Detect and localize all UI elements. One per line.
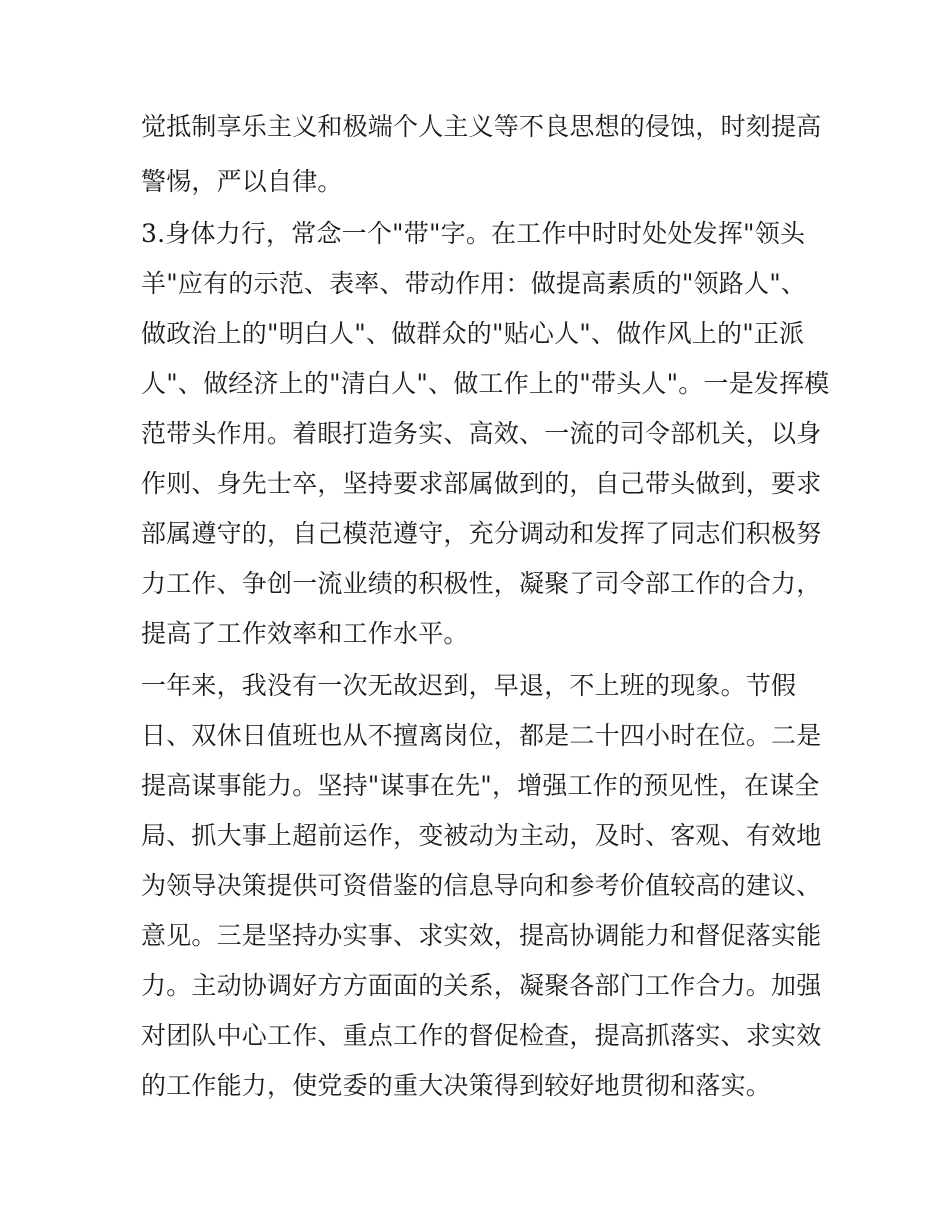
text-line: 的工作能力，使党委的重大决策得到较好地贯彻和落实。 — [141, 1071, 772, 1100]
text-line: 对团队中心工作、重点工作的督促检查，提高抓落实、求实效 — [141, 1021, 822, 1050]
text-line: 作则、身先士卒，坚持要求部属做到的，自己带头做到，要求 — [141, 469, 822, 498]
text-line: 局、抓大事上超前运作，变被动为主动，及时、客观、有效地 — [141, 821, 822, 850]
text-line: 人"、做经济上的"清白人"、做工作上的"带头人"。一是发挥模 — [141, 369, 830, 398]
text-line: 警惕，严以自律。 — [141, 167, 343, 196]
text-line: 力。主动协调好方方面面的关系，凝聚各部门工作合力。加强 — [141, 971, 822, 1000]
text-line: 羊"应有的示范、表率、带动作用：做提高素质的"领路人"、 — [141, 269, 807, 298]
text-line: 3.身体力行，常念一个"带"字。在工作中时时处处发挥"领头 — [141, 219, 806, 248]
text-line: 范带头作用。着眼打造务实、高效、一流的司令部机关，以身 — [141, 419, 822, 448]
text-line: 为领导决策提供可资借鉴的信息导向和参考价值较高的建议、 — [141, 871, 822, 900]
text-line: 做政治上的"明白人"、做群众的"贴心人"、做作风上的"正派 — [141, 319, 805, 348]
text-line: 日、双休日值班也从不擅离岗位，都是二十四小时在位。二是 — [141, 721, 822, 750]
text-line: 提高谋事能力。坚持"谋事在先"，增强工作的预见性，在谋全 — [141, 771, 820, 800]
text-line: 力工作、争创一流业绩的积极性，凝聚了司令部工作的合力， — [141, 569, 822, 598]
text-line: 一年来，我没有一次无故迟到，早退，不上班的现象。节假 — [141, 671, 797, 700]
text-line: 觉抵制享乐主义和极端个人主义等不良思想的侵蚀，时刻提高 — [141, 112, 822, 141]
text-line: 意见。三是坚持办实事、求实效，提高协调能力和督促落实能 — [141, 921, 822, 950]
text-line: 部属遵守的，自己模范遵守，充分调动和发挥了同志们积极努 — [141, 519, 822, 548]
text-line: 提高了工作效率和工作水平。 — [141, 619, 469, 648]
